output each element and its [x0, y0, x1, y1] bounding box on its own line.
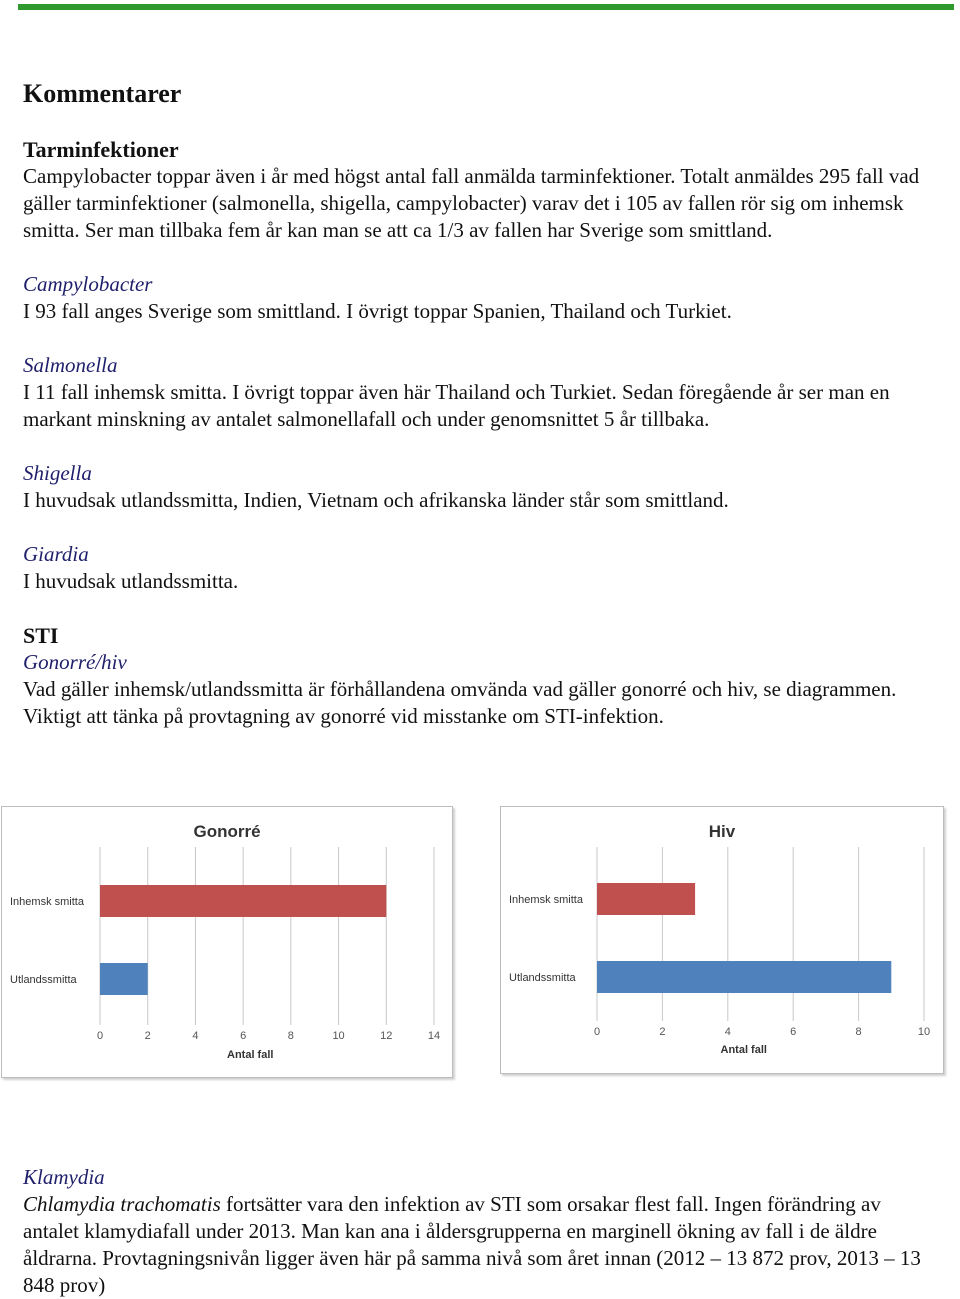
subheading-campylobacter: Campylobacter: [23, 272, 153, 296]
category-label: Inhemsk smitta: [509, 894, 583, 906]
x-tick-label: 4: [192, 1030, 199, 1042]
chart-hiv: [500, 806, 944, 1074]
subheading-salmonella: Salmonella: [23, 353, 118, 377]
x-tick-label: 6: [790, 1026, 797, 1038]
campylobacter-text: I 93 fall anges Sverige som smittland. I övrigt toppar Spanien, Thailand och Turkiet.: [23, 299, 732, 323]
x-tick-label: 4: [724, 1026, 731, 1038]
gonorre-chart-svg: [2, 807, 452, 1077]
klamydia-body: fortsätter vara den infektion av STI som orsakar flest fall. Ingen förändring av antalet klamydiafall under 2013. Man kan ana i åldersgrupperna en marginell ökning av fall i de äldre åldrarna. Provtagningsnivån ligger även här på samma nivå som året innan (2012 – 13 872 prov, 2013 – 13 848 prov): [23, 1192, 921, 1297]
salmonella-text: I 11 fall inhemsk smitta. I övrigt toppar även här Thailand och Turkiet. Sedan föregående år ser man en markant minskning av antalet salmonellafall och under genomsnittet 5 år tillbaka.: [23, 380, 890, 431]
section-title-sti: STI: [23, 623, 59, 648]
page-heading: Kommentarer: [23, 79, 182, 108]
category-label: Utlandssmitta: [10, 974, 77, 986]
x-tick-label: 0: [96, 1030, 104, 1042]
subheading-klamydia: Klamydia: [23, 1165, 105, 1189]
tarminfektioner-text: Campylobacter toppar även i år med högst antal fall anmälda tarminfektioner. Totalt anmäldes 295 fall vad gäller tarminfektioner (salmonella, shigella, campylobacter) varav det i 105 av fallen rör sig om inhemsk smitta. Ser man tillbaka fem år kan man se att ca 1/3 av fallen har Sverige som smittland.: [23, 164, 920, 242]
x-tick-label: 12: [380, 1030, 393, 1042]
category-label: Inhemsk smitta: [10, 896, 84, 908]
section-title-tarminfektioner: Tarminfektioner: [23, 137, 179, 162]
klamydia-text: [23, 1191, 933, 1299]
x-axis-title: Antal fall: [227, 1049, 274, 1061]
x-tick-label: 14: [427, 1030, 441, 1042]
x-tick-label: 8: [287, 1030, 294, 1042]
comments-section: [23, 78, 933, 730]
bar-inhemsk: [100, 885, 386, 917]
klamydia-section: [23, 1164, 933, 1299]
category-label: Utlandssmitta: [509, 972, 576, 984]
x-tick-label: 10: [332, 1030, 345, 1042]
x-tick-label: 6: [240, 1030, 247, 1042]
subheading-shigella: Shigella: [23, 461, 92, 485]
x-axis-title: Antal fall: [720, 1044, 767, 1056]
shigella-text: I huvudsak utlandssmitta, Indien, Vietnam och afrikanska länder står som smittland.: [23, 488, 729, 512]
bar-utlands: [100, 963, 148, 995]
sti-text: Vad gäller inhemsk/utlandssmitta är förhållandena omvända vad gäller gonorré och hiv, se diagrammen. Viktigt att tänka på provtagning av gonorré vid misstanke om STI-infektion.: [23, 677, 897, 728]
x-tick-label: 0: [593, 1026, 601, 1038]
x-tick-label: 2: [659, 1026, 666, 1038]
bar-inhemsk: [597, 883, 695, 915]
x-tick-label: 2: [144, 1030, 151, 1042]
top-accent-bar: [18, 4, 954, 10]
x-tick-label: 8: [855, 1026, 862, 1038]
subheading-gonorre-hiv: Gonorré/hiv: [23, 650, 127, 674]
chart-title: Hiv: [708, 822, 736, 841]
chart-title: Gonorré: [193, 822, 261, 841]
subheading-giardia: Giardia: [23, 542, 89, 566]
bar-utlands: [597, 961, 891, 993]
species-name: Chlamydia trachomatis: [23, 1192, 221, 1216]
chart-gonorre: [1, 806, 453, 1078]
giardia-text: I huvudsak utlandssmitta.: [23, 569, 239, 593]
x-tick-label: 10: [917, 1026, 931, 1038]
hiv-chart-svg: [501, 807, 943, 1073]
